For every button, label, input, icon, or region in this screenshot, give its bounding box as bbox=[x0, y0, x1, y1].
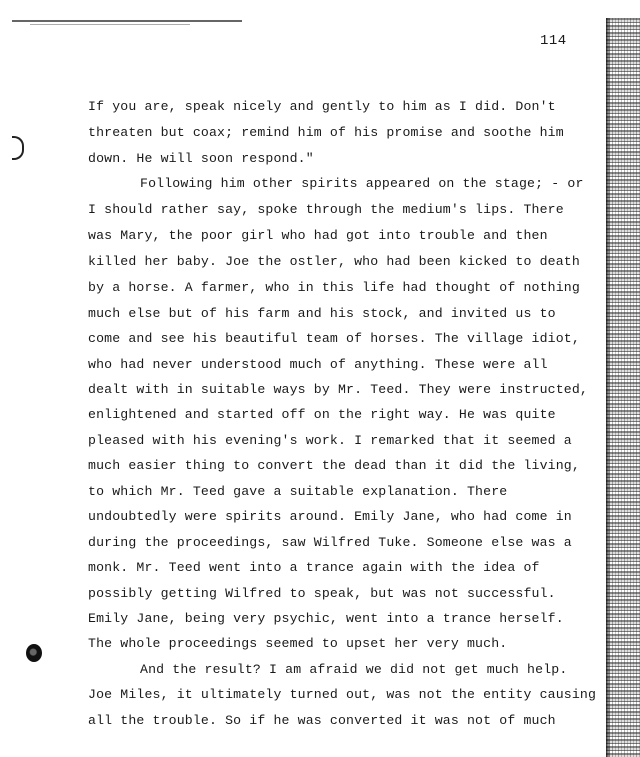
text-line: undoubtedly were spirits around. Emily Jane, who had come in bbox=[88, 509, 572, 524]
text-line: killed her baby. Joe the ostler, who had been kicked to death bbox=[88, 254, 580, 269]
text-line: to which Mr. Teed gave a suitable explanation. There bbox=[88, 484, 508, 499]
text-line: possibly getting Wilfred to speak, but was not successful. bbox=[88, 586, 556, 601]
text-line: down. He will soon respond." bbox=[88, 151, 314, 166]
text-line: during the proceedings, saw Wilfred Tuke. Someone else was a bbox=[88, 535, 572, 550]
text-line: much else but of his farm and his stock, and invited us to bbox=[88, 306, 556, 321]
scanned-page-edge-shadow bbox=[606, 18, 610, 757]
page-number: 114 bbox=[540, 33, 567, 49]
text-line: by a horse. A farmer, who in this life had thought of nothing bbox=[88, 280, 580, 295]
punch-hole-mark bbox=[26, 644, 42, 662]
top-rule bbox=[12, 20, 242, 22]
margin-bracket-mark bbox=[12, 136, 24, 160]
text-line: much easier thing to convert the dead than it did the living, bbox=[88, 458, 580, 473]
text-line: Emily Jane, being very psychic, went into a trance herself. bbox=[88, 611, 564, 626]
text-line: Joe Miles, it ultimately turned out, was not the entity causing bbox=[88, 687, 597, 702]
text-line: dealt with in suitable ways by Mr. Teed. They were instructed, bbox=[88, 382, 588, 397]
scanned-page-edge bbox=[606, 18, 640, 757]
text-line: And the result? I am afraid we did not get much help. bbox=[140, 662, 568, 677]
text-line: The whole proceedings seemed to upset her very much. bbox=[88, 636, 508, 651]
text-line: was Mary, the poor girl who had got into trouble and then bbox=[88, 228, 548, 243]
text-line: Following him other spirits appeared on the stage; - or bbox=[140, 176, 584, 191]
text-line: I should rather say, spoke through the medium's lips. There bbox=[88, 202, 564, 217]
text-line: enlightened and started off on the right way. He was quite bbox=[88, 407, 556, 422]
text-line: who had never understood much of anything. These were all bbox=[88, 357, 548, 372]
text-line: pleased with his evening's work. I remarked that it seemed a bbox=[88, 433, 572, 448]
text-line: threaten but coax; remind him of his promise and soothe him bbox=[88, 125, 564, 140]
text-line: come and see his beautiful team of horses. The village idiot, bbox=[88, 331, 580, 346]
top-rule-thin bbox=[30, 24, 190, 25]
text-line: monk. Mr. Teed went into a trance again with the idea of bbox=[88, 560, 540, 575]
text-line: all the trouble. So if he was converted it was not of much bbox=[88, 713, 556, 728]
text-line: If you are, speak nicely and gently to him as I did. Don't bbox=[88, 99, 556, 114]
